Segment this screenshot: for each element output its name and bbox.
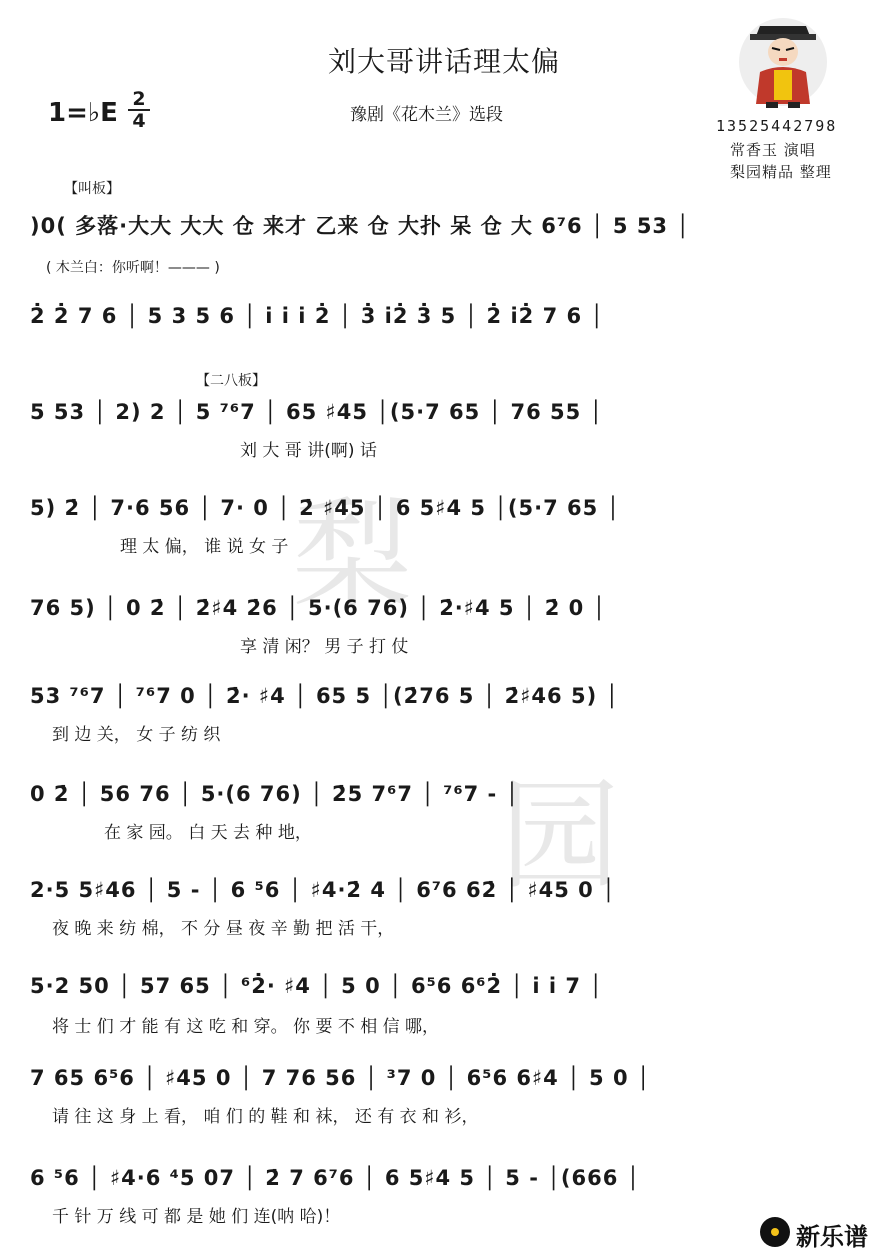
score-row-8: 2·5 5♯46 │ 5 - │ 6 ⁵6 │ ♯4·2̇ 4 │ 6⁷6 62̇ │ ♯45 0 │ [30,878,616,902]
score-row-7: 0 2̇ │ 56 76 │ 5·(6 76) │ 2̇5 7⁶7 │ ⁷⁶7 - │ [30,782,520,806]
lyrics-row-6: 到 边 关， 女 子 纺 织 [52,725,221,745]
watermark-char-li: 梨 [292,487,412,626]
score-row-11: 6 ⁵6 │ ♯4·6 ⁴5 07 │ 2̇ 7 6⁷6 │ 6 5♯4 5 │ 5 - │(666 │ [30,1166,641,1190]
score-row-2: 2̇ 2̇ 7 6 │ 5 3 5 6 │ i i i 2̇ │ 3̇ i2̇ 3̇ 5 │ 2̇ i2̇ 7 6 │ [30,304,605,328]
score-title: 刘大哥讲话理太偏 [327,45,560,78]
lyrics-row-7: 在 家 园。 白 天 去 种 地， [104,823,312,843]
score-row-3: 5 53 │ 2) 2 │ 5 ⁷⁶7 │ 65 ♯45 │(5·7 65 │ 76 55 │ [30,400,604,424]
lyrics-row-9: 将 士 们 才 能 有 这 吃 和 穿。 你 要 不 相 信 哪， [52,1017,440,1037]
lyrics-row-8: 夜 晚 来 纺 棉， 不 分 昼 夜 辛 勤 把 活 干， [52,919,395,939]
meter-top: 2 [132,88,146,110]
watermark-char-yuan: 园 [500,767,620,906]
subtitle: 豫剧《花木兰》选段 [350,105,503,125]
lyrics-row-10: 请 往 这 身 上 看， 咱 们 的 鞋 和 袜， 还 有 衣 和 衫， [52,1107,479,1127]
opera-character-image [736,14,830,110]
speech-mulan: ( 木兰白：你听啊！——— ) [46,260,220,276]
score-row-10: 7 65 6⁵6 │ ♯45 0 │ 7 76 56 │ ³7 0 │ 6⁵6 6♯4 │ 5 0 │ [30,1066,651,1090]
site-logo[interactable] [760,1215,880,1251]
score-row-6: 53 ⁷⁶7 │ ⁷⁶7 0 │ 2̇· ♯4 │ 65 5 │(2̇76 5 │ 2̇♯46 5) │ [30,684,620,708]
singer-credit: 常香玉 演唱 [730,141,816,159]
time-signature [128,90,150,130]
score-row-4: 5) 2̇ │ 7·6 56 │ 7· 0 │ 2̇ ♯45 │ 6 5♯4 5 │(5·7 65 │ [30,496,621,520]
key-signature: 1=♭E [48,98,118,128]
score-row-1: )0( 多落·大大 大大 仓 来才 乙来 仓 大扑 呆 仓 大 6⁷6 │ 5 53 │ [30,214,690,238]
section-label-jiaoban: 【叫板】 [64,181,120,197]
score-row-5: 76 5) │ 0 2̇ │ 2̇♯4 2̇6 │ 5·(6 76) │ 2̇·♯4 5 │ 2̇ 0 │ [30,596,607,620]
logo-text: 新乐谱 [796,1223,868,1251]
arranger-credit: 梨园精品 整理 [730,163,832,181]
lyrics-row-4: 理 太 偏， 谁 说 女 子 [120,537,289,557]
section-label-erba-ban: 【二八板】 [196,373,266,389]
record-disc-icon [760,1217,790,1247]
lyrics-row-11: 千 针 万 线 可 都 是 她 们 连(呐 哈)！ [52,1207,341,1227]
lyrics-row-3: 刘 大 哥 讲(啊) 话 [240,441,377,461]
meter-bottom: 4 [132,110,146,132]
score-row-9: 5·2 50 │ 57 65 │ ⁶2̇· ♯4 │ 5 0 │ 6⁵6 6⁶2̇ │ i i 7 │ [30,974,603,998]
phone-number: 13525442798 [716,117,838,135]
lyrics-row-5: 享 清 闲？ 男 子 打 仗 [240,637,409,657]
